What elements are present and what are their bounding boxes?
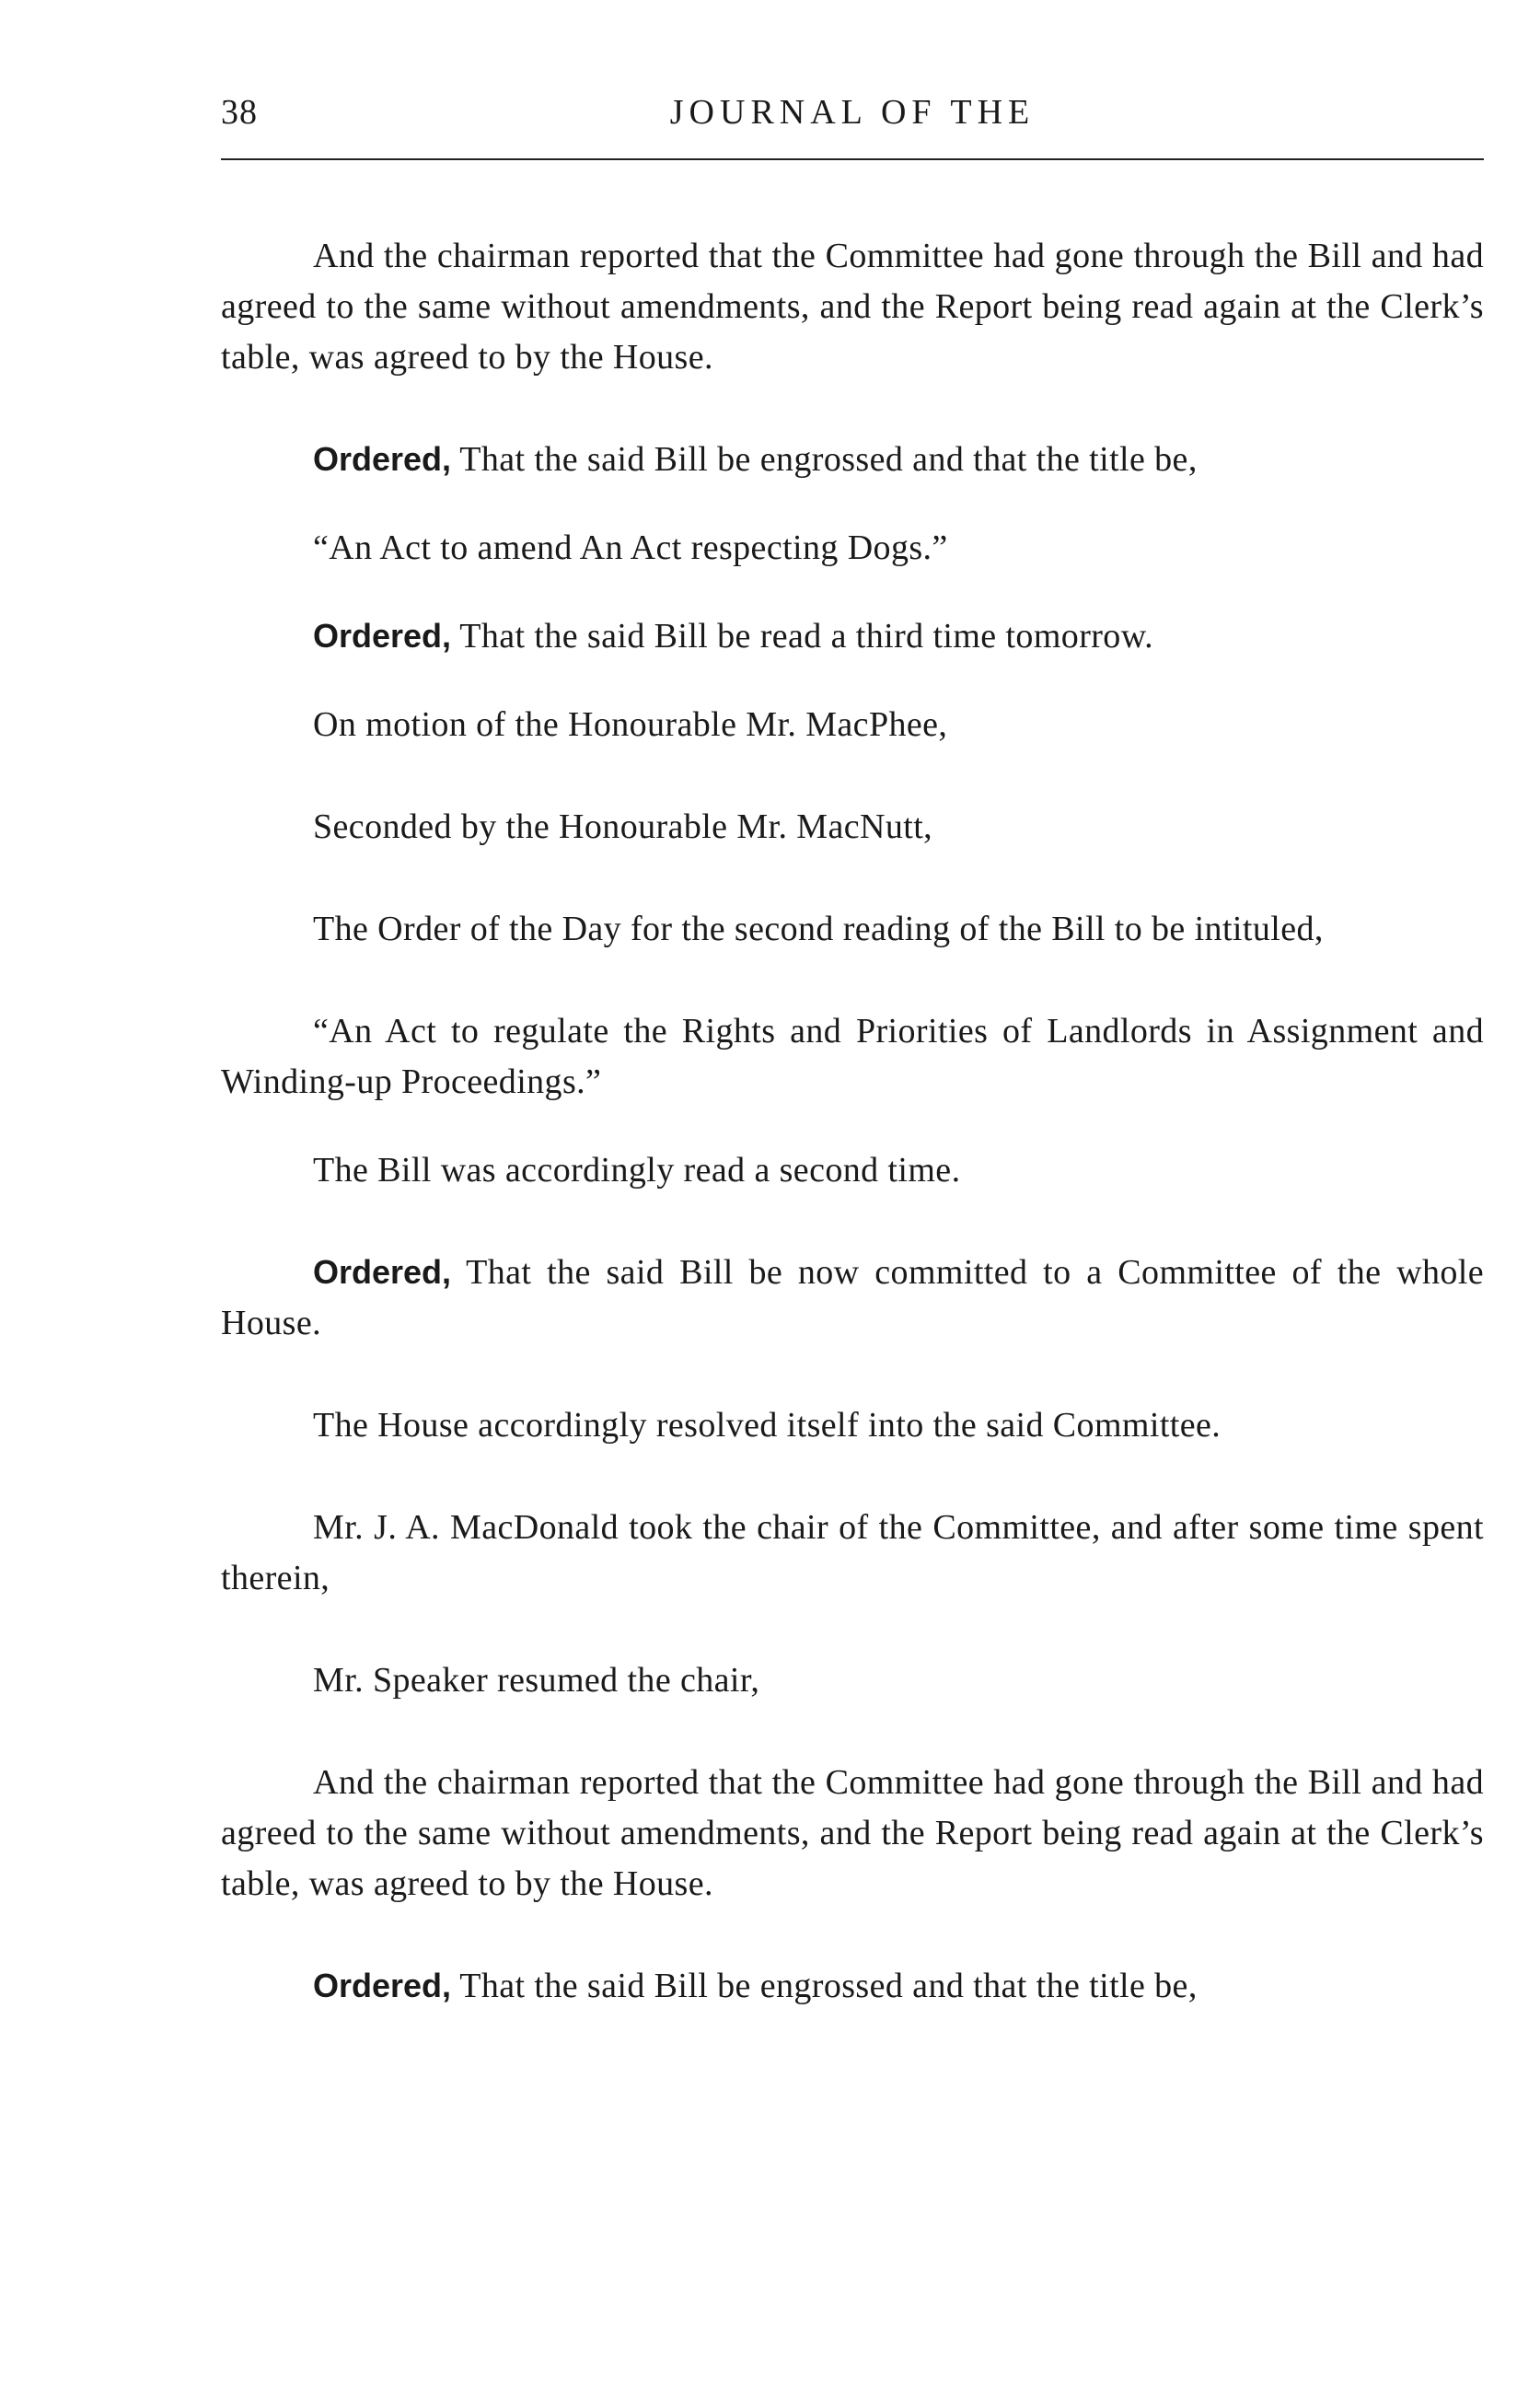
paragraph-text: The House accordingly resolved itself into the said Committee.	[313, 1406, 1222, 1445]
paragraph	[221, 1247, 1484, 1349]
paragraph-text: And the chairman reported that the Committee had gone through the Bill and had agreed to the same without amendments, and the Report being read again at the Clerk’s table, was agreed to by the House.	[221, 237, 1484, 377]
paragraph	[221, 699, 1484, 750]
paragraph-text: The Bill was accordingly read a second time.	[313, 1151, 961, 1190]
paragraph	[221, 610, 1484, 662]
paragraph-text: That the said Bill be now committed to a Committee of the whole House.	[221, 1253, 1484, 1342]
page-number: 38	[221, 93, 258, 132]
paragraph-text: Seconded by the Honourable Mr. MacNutt,	[313, 807, 933, 846]
paragraph-text: “An Act to regulate the Rights and Priorities of Landlords in Assignment and Winding-up Proceedings.”	[221, 1012, 1484, 1101]
paragraph	[221, 1502, 1484, 1604]
header-rule	[221, 158, 1484, 160]
paragraph-text: “An Act to amend An Act respecting Dogs.”	[313, 528, 948, 567]
paragraph	[221, 230, 1484, 383]
paragraph	[221, 1654, 1484, 1706]
paragraph	[221, 903, 1484, 955]
paragraph-lead: Ordered,	[313, 440, 452, 478]
paragraph-text: That the said Bill be engrossed and that the title be,	[451, 440, 1198, 479]
paragraph	[221, 1399, 1484, 1451]
paragraph	[221, 522, 1484, 574]
paragraph-lead: Ordered,	[313, 1253, 452, 1291]
paragraph	[221, 801, 1484, 853]
paragraph-lead: Ordered,	[313, 1967, 452, 2004]
journal-body	[221, 230, 1484, 2012]
paragraph-text: That the said Bill be read a third time tomorrow.	[451, 617, 1153, 656]
paragraph	[221, 1757, 1484, 1910]
paragraph	[221, 434, 1484, 485]
paragraph-text: The Order of the Day for the second reading of the Bill to be intituled,	[313, 910, 1324, 948]
paragraph-lead: Ordered,	[313, 617, 452, 655]
page-header	[221, 92, 1484, 147]
paragraph-text: And the chairman reported that the Committee had gone through the Bill and had agreed to the same without amendments, and the Report being read again at the Clerk’s table, was agreed to by the House.	[221, 1763, 1484, 1903]
paragraph	[221, 1005, 1484, 1108]
paragraph-text: Mr. Speaker resumed the chair,	[313, 1661, 760, 1700]
running-head: JOURNAL OF THE	[669, 93, 1036, 132]
paragraph	[221, 1144, 1484, 1196]
paragraph-text: That the said Bill be engrossed and that the title be,	[451, 1967, 1198, 2005]
paragraph	[221, 1960, 1484, 2012]
paragraph-text: Mr. J. A. MacDonald took the chair of the Committee, and after some time spent therein,	[221, 1508, 1484, 1597]
paragraph-text: On motion of the Honourable Mr. MacPhee,	[313, 705, 948, 744]
